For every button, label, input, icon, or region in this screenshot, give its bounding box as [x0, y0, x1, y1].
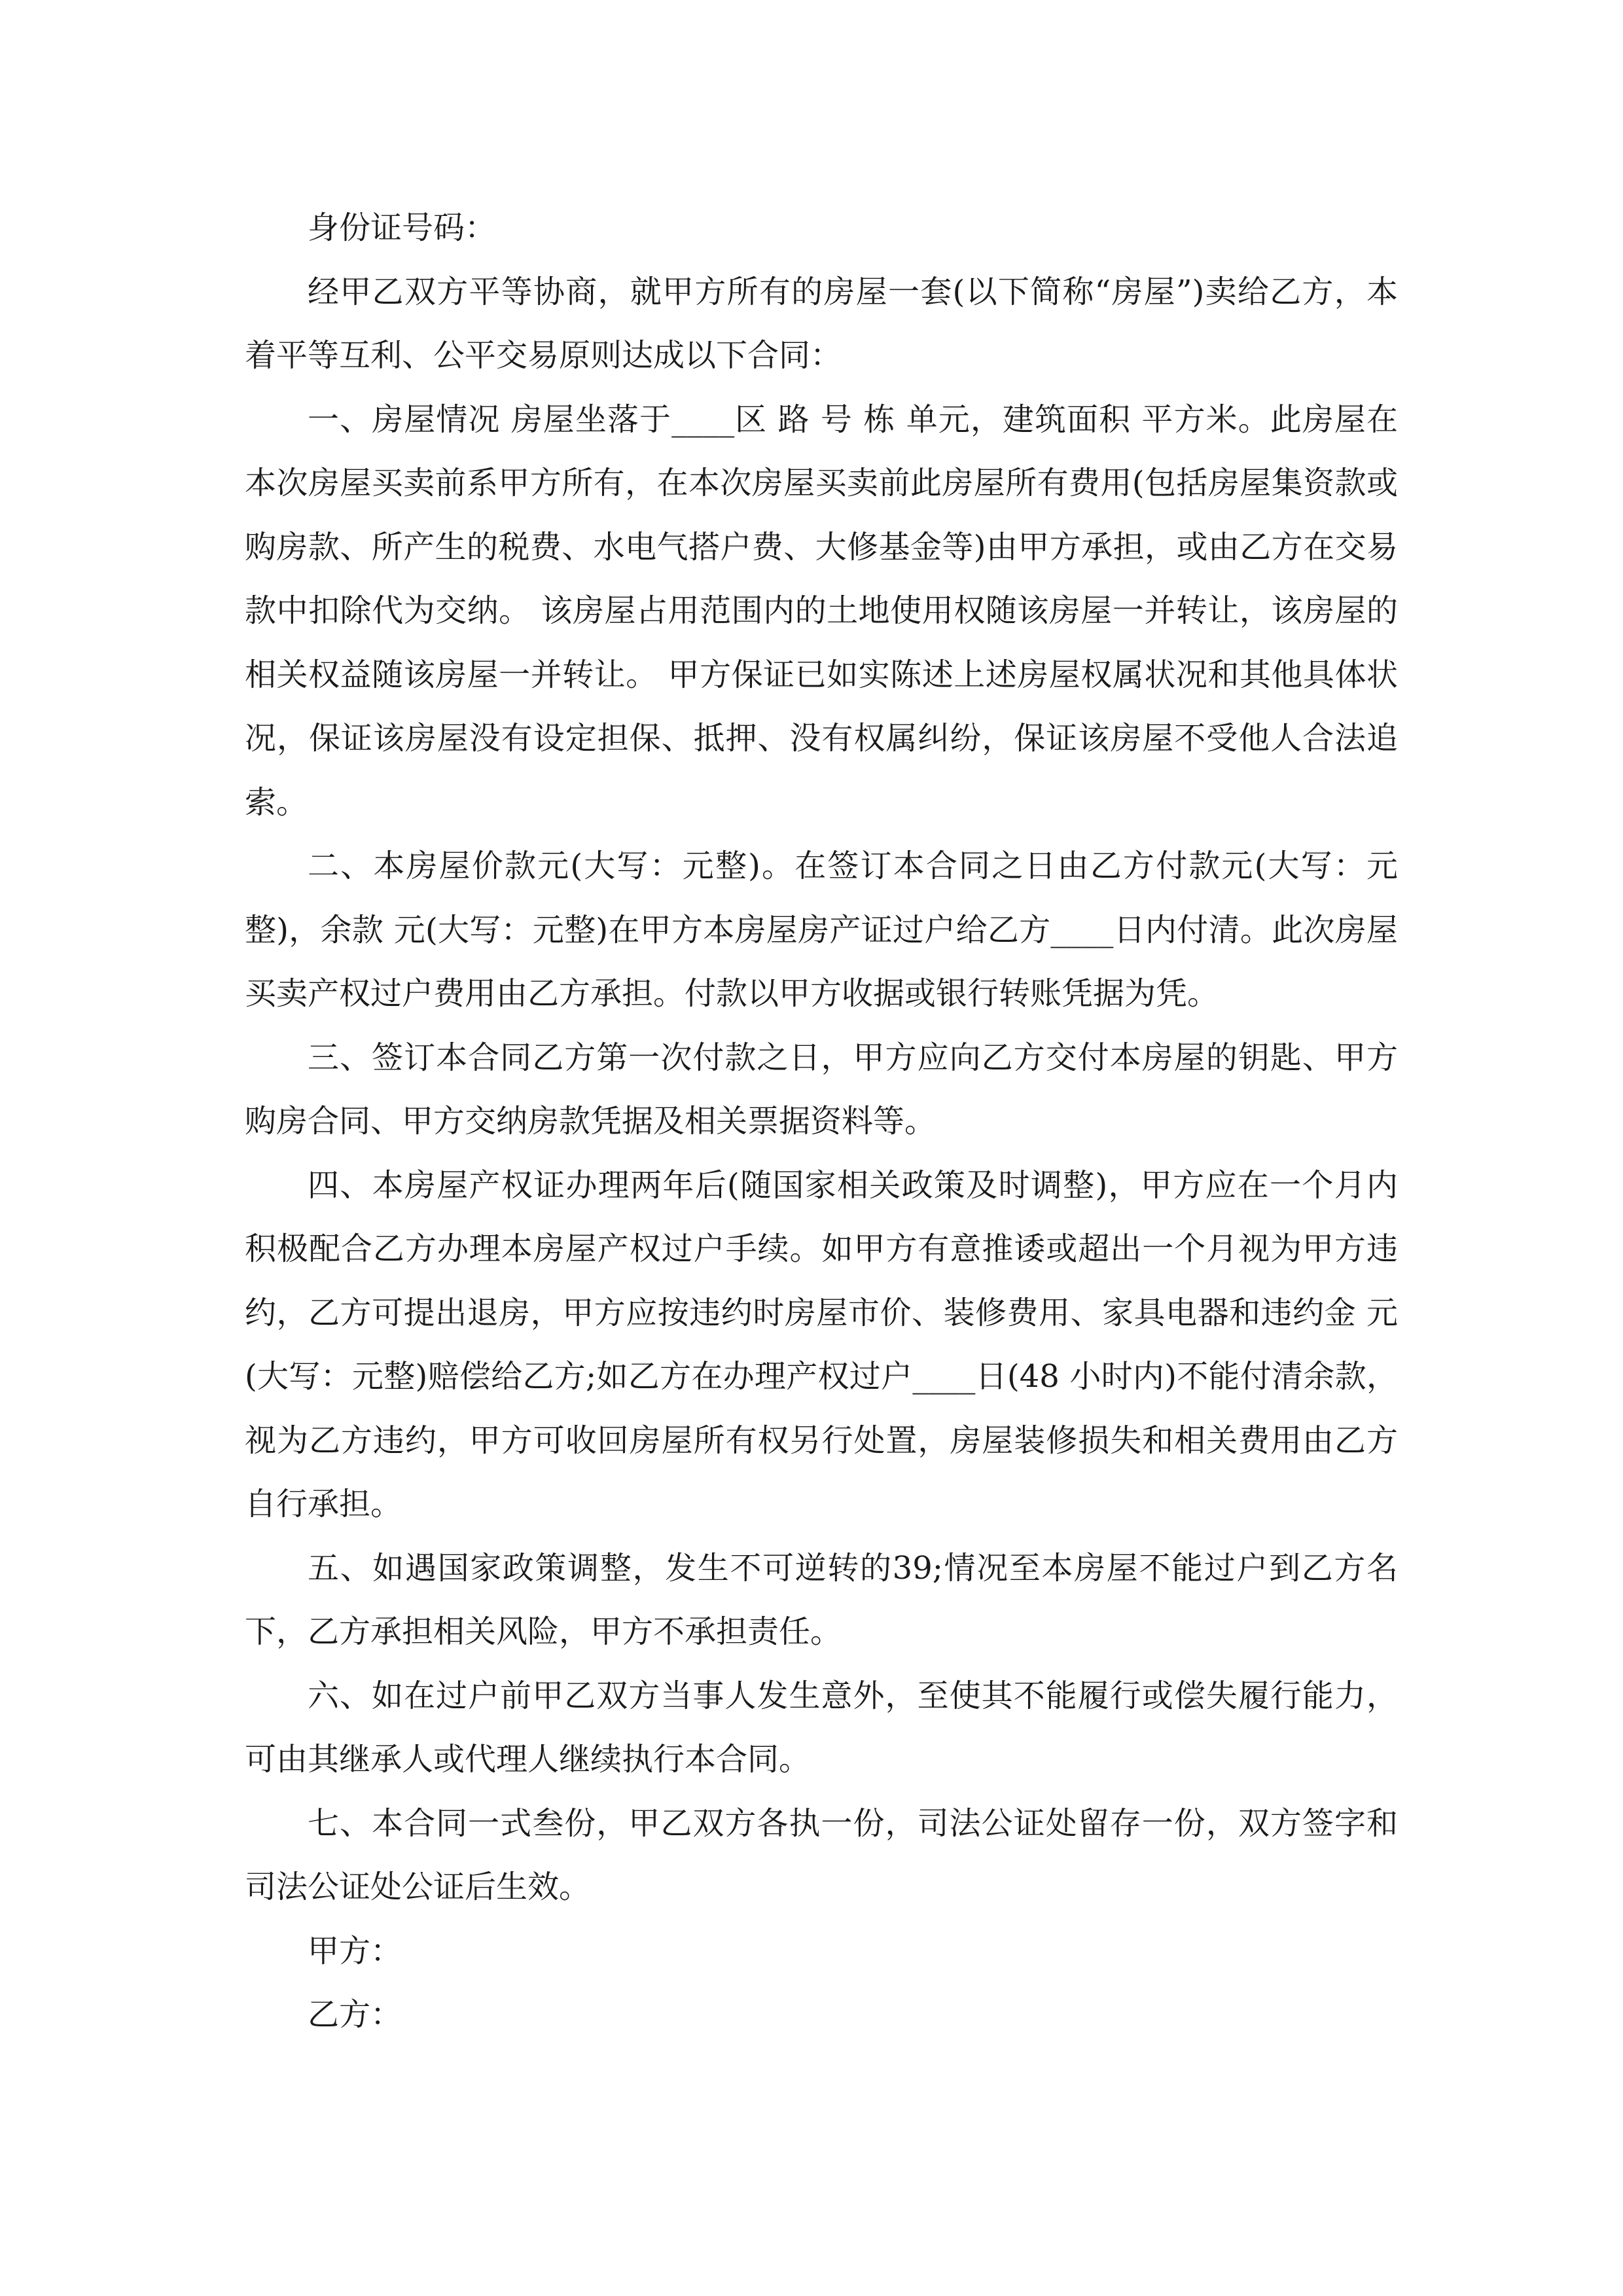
clause-3-paragraph: 三、签订本合同乙方第一次付款之日，甲方应向乙方交付本房屋的钥匙、甲方购房合同、甲方交纳房款凭据及相关票据资料等。	[245, 1039, 1398, 1139]
clause-4-paragraph: 四、本房屋产权证办理两年后(随国家相关政策及时调整)，甲方应在一个月内积极配合乙方办理本房屋产权过户手续。如甲方有意推诿或超出一个月视为甲方违约，乙方可提出退房，甲方应按违约时房屋市价、装修费用、家具电器和违约金 元(大写：元整)赔偿给乙方;如乙方在办理产权过户____日(48 小时内)不能付清余款，视为乙方违约，甲方可收回房屋所有权另行处置，房屋装修损失和相关费用由乙方自行承担。	[245, 1166, 1398, 1522]
clause-1-paragraph: 一、房屋情况 房屋坐落于____区 路 号 栋 单元，建筑面积 平方米。此房屋在本次房屋买卖前系甲方所有，在本次房屋买卖前此房屋所有费用(包括房屋集资款或购房款、所产生的税费、水电气搭户费、大修基金等)由甲方承担，或由乙方在交易款中扣除代为交纳。 该房屋占用范围内的土地使用权随该房屋一并转让，该房屋的相关权益随该房屋一并转让。 甲方保证已如实陈述上述房屋权属状况和其他具体状况，保证该房屋没有设定担保、抵押、没有权属纠纷，保证该房屋不受他人合法追索。	[245, 401, 1398, 821]
clause-2-paragraph: 二、本房屋价款元(大写：元整)。在签订本合同之日由乙方付款元(大写：元整)，余款 元(大写：元整)在甲方本房屋房产证过户给乙方____日内付清。此次房屋买卖产权过户费用由乙方承担。付款以甲方收据或银行转账凭据为凭。	[245, 848, 1398, 1012]
preamble-paragraph: 经甲乙双方平等协商，就甲方所有的房屋一套(以下简称“房屋”)卖给乙方，本着平等互利、公平交易原则达成以下合同：	[245, 273, 1398, 374]
party-b-signature-line: 乙方：	[308, 1996, 402, 2033]
document-body	[245, 196, 1398, 2047]
clause-6-paragraph: 六、如在过户前甲乙双方当事人发生意外，至使其不能履行或偿失履行能力，可由其继承人或代理人继续执行本合同。	[245, 1677, 1398, 1778]
party-a-signature-line: 甲方：	[308, 1932, 402, 1969]
id-number-line: 身份证号码：	[308, 209, 497, 246]
clause-5-paragraph: 五、如遇国家政策调整，发生不可逆转的39;情况至本房屋不能过户到乙方名下，乙方承担相关风险，甲方不承担责任。	[245, 1549, 1398, 1650]
clause-7-paragraph: 七、本合同一式叁份，甲乙双方各执一份，司法公证处留存一份，双方签字和司法公证处公证后生效。	[245, 1804, 1398, 1905]
